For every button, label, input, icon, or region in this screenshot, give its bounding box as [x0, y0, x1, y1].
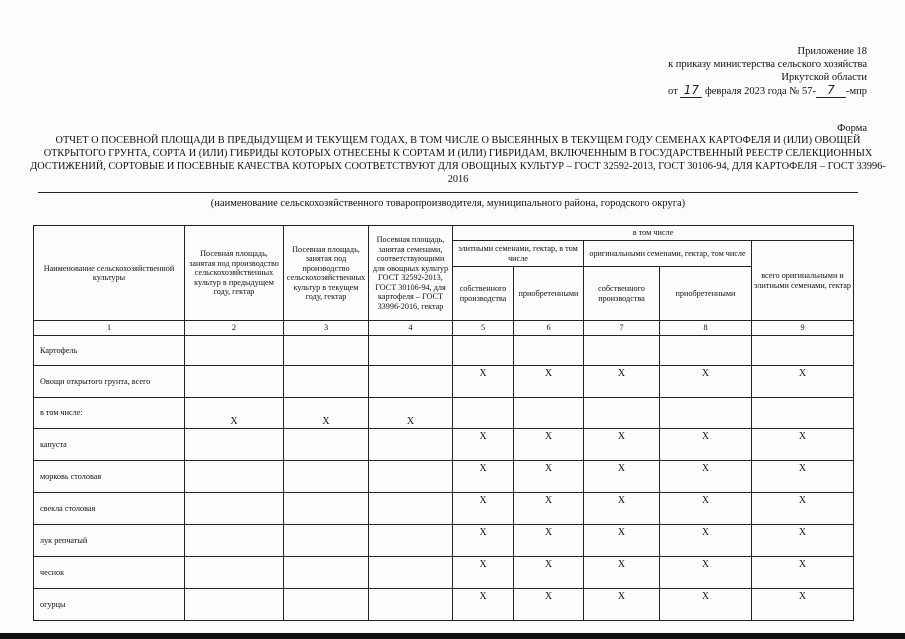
number-value: 7 — [816, 84, 846, 98]
input-cell[interactable] — [185, 366, 284, 398]
na-mark: Х — [660, 493, 752, 525]
input-cell[interactable] — [369, 429, 453, 461]
table-row — [34, 336, 854, 366]
header-total-original-elite: всего оригинальными и элитными семенами, гектар — [752, 241, 854, 321]
producer-name-caption: (наименование сельскохозяйственного товаропроизводителя, муниципального района, городского округа) — [210, 198, 686, 209]
column-number: 5 — [453, 321, 514, 336]
na-mark: Х — [752, 557, 854, 589]
na-mark: Х — [453, 366, 514, 398]
column-number: 3 — [284, 321, 369, 336]
input-cell[interactable] — [185, 461, 284, 493]
input-cell[interactable] — [514, 336, 584, 366]
na-mark: Х — [453, 589, 514, 621]
input-cell[interactable] — [284, 429, 369, 461]
form-label: Форма — [837, 123, 867, 134]
input-cell[interactable] — [369, 589, 453, 621]
input-cell[interactable] — [369, 525, 453, 557]
table-row — [34, 398, 854, 429]
na-mark: Х — [514, 366, 584, 398]
input-cell[interactable] — [752, 336, 854, 366]
header-crop-name: Наименование сельскохозяйственной культуры — [34, 226, 185, 321]
header-original-bought: приобретенными — [660, 267, 752, 321]
date-day: 17 — [680, 84, 702, 98]
input-cell[interactable] — [584, 398, 660, 429]
header-in-total: в том числе — [453, 226, 854, 241]
number-prefix: № 57- — [789, 86, 816, 97]
header-elite-seeds: элитными семенами, гектар, в том числе — [453, 241, 584, 267]
number-suffix: -мпр — [845, 86, 867, 97]
scan-bottom-edge — [0, 633, 905, 639]
na-mark: Х — [514, 557, 584, 589]
input-cell[interactable] — [284, 557, 369, 589]
na-mark: Х — [584, 589, 660, 621]
na-mark: Х — [584, 461, 660, 493]
crop-label: Овощи открытого грунта, всего — [34, 366, 185, 398]
na-mark: Х — [660, 557, 752, 589]
na-mark: Х — [584, 429, 660, 461]
input-cell[interactable] — [284, 336, 369, 366]
na-mark: Х — [752, 461, 854, 493]
input-cell[interactable] — [369, 461, 453, 493]
na-mark: Х — [660, 461, 752, 493]
region-name: Иркутской области — [781, 72, 867, 83]
input-cell[interactable] — [453, 336, 514, 366]
na-mark: Х — [453, 557, 514, 589]
header-elite-bought: приобретенными — [514, 267, 584, 321]
table-row — [34, 525, 854, 557]
input-cell[interactable] — [185, 493, 284, 525]
column-number: 2 — [185, 321, 284, 336]
table-row — [34, 429, 854, 461]
table-row — [34, 461, 854, 493]
header-original-own: собственного производства — [584, 267, 660, 321]
na-mark: Х — [514, 525, 584, 557]
na-mark: Х — [453, 429, 514, 461]
input-cell[interactable] — [584, 336, 660, 366]
input-cell[interactable] — [284, 461, 369, 493]
input-cell[interactable] — [369, 366, 453, 398]
crop-label: чеснок — [34, 557, 185, 589]
na-mark: Х — [453, 525, 514, 557]
input-cell[interactable] — [752, 398, 854, 429]
producer-name-line — [38, 192, 858, 193]
header-current-year-area: Посевная площадь, занятая под производство сельскохозяйственных культур в текущем году, гектар — [284, 226, 369, 321]
input-cell[interactable] — [185, 525, 284, 557]
column-number: 7 — [584, 321, 660, 336]
na-mark: Х — [752, 525, 854, 557]
input-cell[interactable] — [284, 493, 369, 525]
crop-label: Картофель — [34, 336, 185, 366]
na-mark: Х — [453, 493, 514, 525]
report-table — [33, 225, 854, 621]
input-cell[interactable] — [185, 336, 284, 366]
column-number: 4 — [369, 321, 453, 336]
input-cell[interactable] — [185, 429, 284, 461]
appendix-label: Приложение 18 — [797, 46, 867, 57]
column-number: 8 — [660, 321, 752, 336]
na-mark: Х — [584, 557, 660, 589]
na-mark: Х — [752, 493, 854, 525]
input-cell[interactable] — [369, 557, 453, 589]
input-cell[interactable] — [185, 589, 284, 621]
input-cell[interactable] — [453, 398, 514, 429]
input-cell[interactable] — [284, 589, 369, 621]
na-mark: Х — [514, 493, 584, 525]
table-row — [34, 557, 854, 589]
crop-label: огурцы — [34, 589, 185, 621]
na-mark: Х — [752, 366, 854, 398]
input-cell[interactable] — [369, 493, 453, 525]
na-mark: Х — [453, 461, 514, 493]
order-date-line — [668, 84, 867, 98]
crop-label: морковь столовая — [34, 461, 185, 493]
header-elite-own: собственного производства — [453, 267, 514, 321]
table-row — [34, 493, 854, 525]
input-cell[interactable] — [660, 336, 752, 366]
header-certified-seeds-area: Посевная площадь, занятая семенами, соответствующими для овощных культур ГОСТ 32592-2013, ГОСТ 30106-94, для картофеля – ГОСТ 33996-2016, гектар — [369, 226, 453, 321]
na-mark: Х — [660, 366, 752, 398]
input-cell[interactable] — [284, 366, 369, 398]
header-prev-year-area: Посевная площадь, занятая под производство сельскохозяйственных культур в предыдущем году, гектар — [185, 226, 284, 321]
input-cell[interactable] — [284, 525, 369, 557]
na-mark: Х — [584, 525, 660, 557]
na-mark: Х — [584, 493, 660, 525]
report-title: ОТЧЕТ О ПОСЕВНОЙ ПЛОЩАДИ В ПРЕДЫДУЩЕМ И ТЕКУЩЕМ ГОДАХ, В ТОМ ЧИСЛЕ О ВЫСЕЯННЫХ В ТЕКУЩЕМ ГОДУ СЕМЕНАХ КАРТОФЕЛЯ И (ИЛИ) ОВОЩЕЙ ОТКРЫТОГО ГРУНТА, СОРТА И (ИЛИ) ГИБРИДЫ КОТОРЫХ ОТНЕСЕНЫ К СОРТАМ И (ИЛИ) ГИБРИДАМ, ВКЛЮЧЕННЫМ В ГОСУДАРСТВЕННЫЙ РЕЕСТР СЕЛЕКЦИОННЫХ ДОСТИЖЕНИЙ, СОРТОВЫЕ И ПОСЕВНЫЕ КАЧЕСТВА КОТОРЫХ СООТВЕТСТВУЮТ ДЛЯ ОВОЩНЫХ КУЛЬТУР – ГОСТ 32592-2013, ГОСТ 30106-94, ДЛЯ КАРТОФЕЛЯ – ГОСТ 33996-2016 — [30, 135, 886, 185]
input-cell[interactable] — [369, 336, 453, 366]
order-reference: к приказу министерства сельского хозяйства — [668, 59, 867, 70]
na-mark: Х — [660, 589, 752, 621]
na-mark: Х — [369, 398, 453, 429]
table-row — [34, 366, 854, 398]
crop-label: лук репчатый — [34, 525, 185, 557]
na-mark: Х — [584, 366, 660, 398]
input-cell[interactable] — [660, 398, 752, 429]
na-mark: Х — [660, 429, 752, 461]
na-mark: Х — [660, 525, 752, 557]
crop-label: капуста — [34, 429, 185, 461]
column-number: 1 — [34, 321, 185, 336]
date-month-year: февраля 2023 года — [704, 86, 787, 97]
na-mark: Х — [514, 461, 584, 493]
na-mark: Х — [752, 589, 854, 621]
column-number: 6 — [514, 321, 584, 336]
crop-label: в том числе: — [34, 398, 185, 429]
crop-label: свекла столовая — [34, 493, 185, 525]
na-mark: Х — [284, 398, 369, 429]
column-numbers-row — [34, 321, 854, 336]
na-mark: Х — [514, 429, 584, 461]
table-row — [34, 589, 854, 621]
column-number: 9 — [752, 321, 854, 336]
na-mark: Х — [752, 429, 854, 461]
na-mark: Х — [185, 398, 284, 429]
date-prefix: от — [668, 86, 678, 97]
input-cell[interactable] — [185, 557, 284, 589]
input-cell[interactable] — [514, 398, 584, 429]
header-original-seeds: оригинальными семенами, гектар, том числе — [584, 241, 752, 267]
na-mark: Х — [514, 589, 584, 621]
